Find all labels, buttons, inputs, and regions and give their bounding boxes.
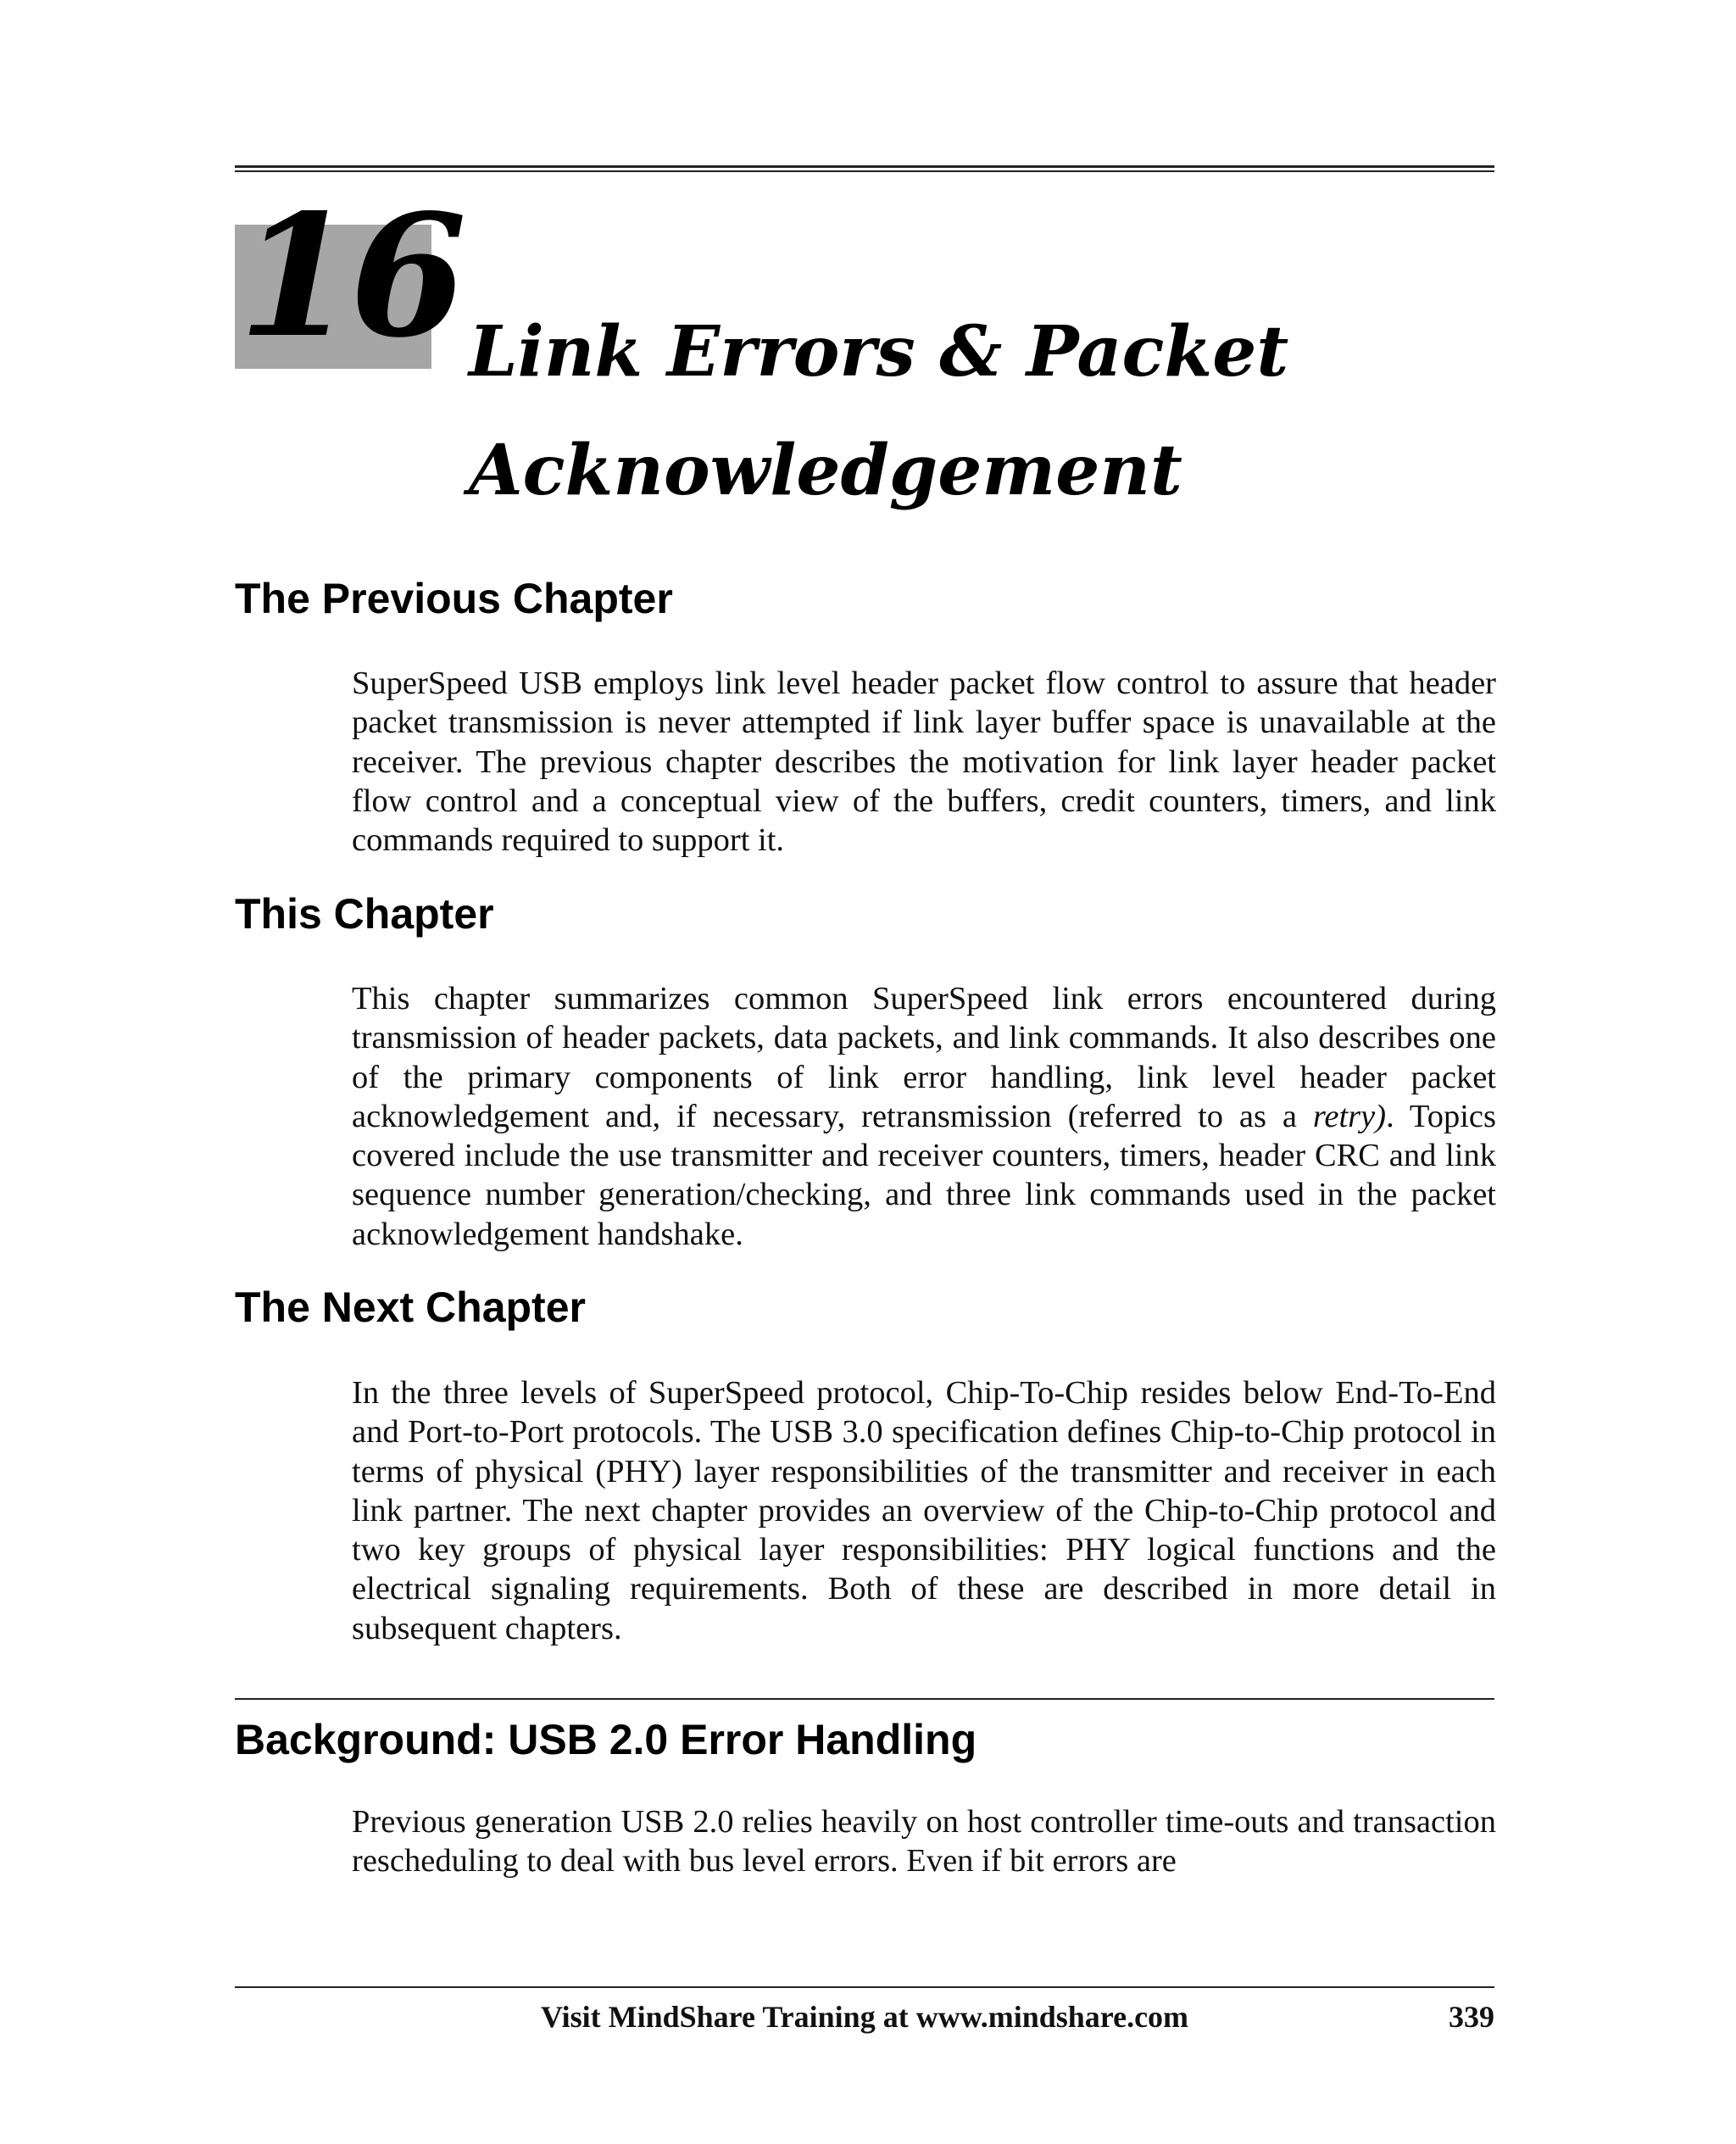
footer-visit-text: Visit MindShare Training at www.mindshare.com bbox=[540, 2000, 1189, 2034]
paragraph-next-chapter: In the three levels of SuperSpeed protocol, Chip-To-Chip resides below End-To-End and Port-to-Port protocols. The USB 3.0 specification defines Chip-to-Chip protocol in terms of physical (PHY) layer responsibilities of the transmitter and receiver in each link partner. The next chapter provides an overview of the Chip-to-Chip protocol and two key groups of physical layer responsibilities: PHY logical functions and the electrical signaling requirements. Both of these are described in more detail in subsequent chapters. bbox=[352, 1375, 1496, 1646]
footer-rule bbox=[235, 1986, 1494, 1988]
top-double-rule bbox=[235, 165, 1494, 172]
paragraph-this-chapter-part-1: This chapter summarizes common SuperSpeed link errors encountered during transmission of header packets, data packets, and link commands. It also describes one of the primary components of link error handling, link level header packet acknowledgement and, if necessary, retransmission (referred to as a bbox=[352, 981, 1496, 1134]
chapter-title bbox=[469, 292, 1486, 530]
heading-next-chapter: The Next Chapter bbox=[235, 1284, 586, 1331]
page-number: 339 bbox=[1449, 2000, 1494, 2034]
chapter-number-box bbox=[235, 177, 462, 375]
chapter-number: 16 bbox=[238, 177, 462, 375]
heading-background: Background: USB 2.0 Error Handling bbox=[235, 1716, 977, 1763]
chapter-title-line-2: Acknowledgement bbox=[469, 430, 1182, 511]
paragraph-this-chapter bbox=[352, 979, 1496, 1254]
paragraph-previous-chapter: SuperSpeed USB employs link level header packet flow control to assure that header packet transmission is never attempted if link layer buffer space is unavailable at the receiver. The previous chapter describes the motivation for link layer header packet flow control and a conceptual view of the buffers, credit counters, timers, and link commands required to support it. bbox=[352, 665, 1496, 859]
chapter-title-line-1: Link Errors & Packet bbox=[469, 311, 1289, 393]
section-divider-rule bbox=[235, 1698, 1494, 1700]
heading-previous-chapter: The Previous Chapter bbox=[235, 575, 673, 622]
paragraph-background: Previous generation USB 2.0 relies heavily on host controller time-outs and transaction rescheduling to deal with bus level errors. Even if bit errors are bbox=[352, 1804, 1496, 1879]
paragraph-this-chapter-part-2: . Topics covered include the use transmitter and receiver counters, timers, header CRC and link sequence number generation/checking, and three link commands used in the packet acknowledgement handshake. bbox=[352, 1098, 1496, 1252]
italic-retry: retry) bbox=[1312, 1098, 1387, 1134]
heading-this-chapter: This Chapter bbox=[235, 890, 494, 938]
